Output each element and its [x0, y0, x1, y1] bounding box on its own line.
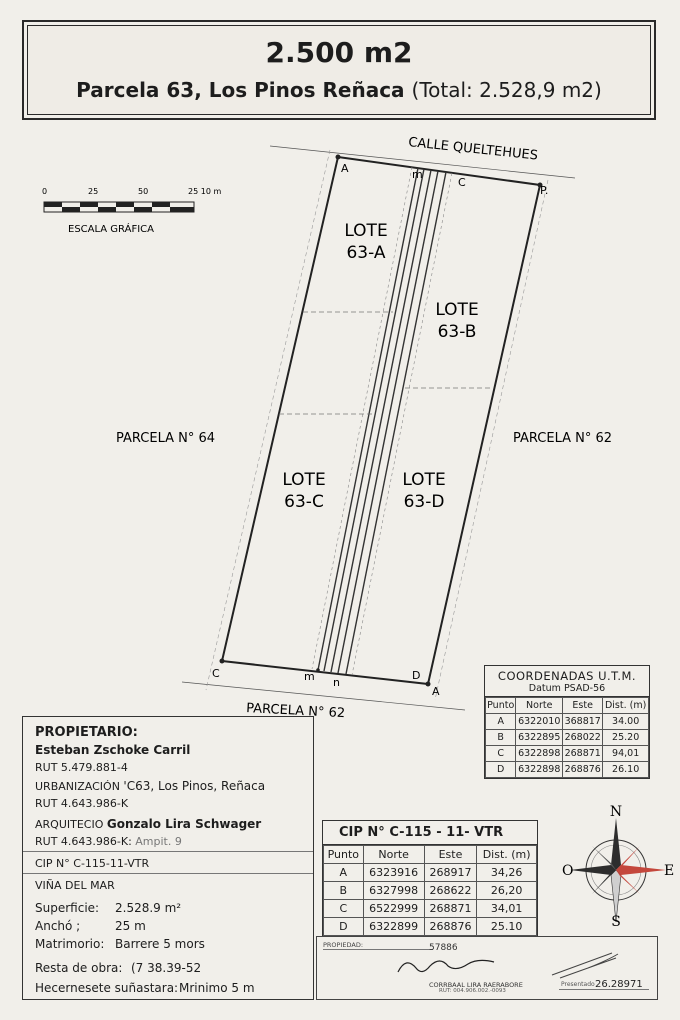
- point-label-a-bottom: A: [432, 685, 440, 698]
- urbanization-label: URBANIZACIÓN: [35, 780, 124, 793]
- signature-rut: RUT: 004.906.002.-0093: [439, 988, 506, 994]
- lot-label-line: 63-C: [284, 492, 324, 512]
- table-cell: 94,01: [603, 746, 649, 762]
- cip-coordinates-table: [322, 820, 538, 937]
- architect-label: ARQUITECIO: [35, 818, 107, 831]
- surface-label: Superficie:: [35, 901, 100, 915]
- cip-table-title: CIP N° C-115 - 11- VTR: [323, 821, 537, 845]
- column-header: Dist. (m): [603, 698, 649, 714]
- corner-marker: [336, 155, 341, 160]
- table-row: [324, 864, 537, 882]
- urbanization-value: 'C63, Los Pinos, Reñaca: [123, 779, 266, 793]
- cip-number: CIP N° C-115-11-VTR: [35, 857, 150, 870]
- lot-63c-label: [282, 470, 325, 512]
- owner-name: Esteban Zschoke Carril: [35, 743, 191, 757]
- hecer-label: Hecernesete suñastara:: [35, 981, 179, 995]
- resta-label: Resta de obra:: [35, 961, 123, 975]
- scale-tick-25: 25: [88, 187, 99, 196]
- table-cell: 6323916: [363, 864, 424, 882]
- architect-ampit: Ampit. 9: [135, 835, 182, 848]
- parcel-name: Parcela 63, Los Pinos Reñaca: [76, 78, 405, 102]
- architect-line: [35, 817, 261, 831]
- table-cell: 6322898: [516, 746, 563, 762]
- scale-segment: [152, 202, 170, 207]
- table-cell: D: [486, 762, 516, 778]
- table-cell: 34,01: [477, 900, 537, 918]
- point-label-d-bottom: D: [412, 669, 421, 682]
- owner-rut: RUT 5.479.881-4: [35, 761, 128, 774]
- architect-rut-line: [35, 835, 182, 848]
- table-cell: 34.00: [603, 714, 649, 730]
- lot-63d-label: [402, 470, 445, 512]
- matrimorio-value: Barrere 5 mors: [115, 937, 205, 951]
- scale-segment: [44, 202, 62, 207]
- table-cell: 268876: [563, 762, 603, 778]
- signature-rule: [323, 949, 433, 950]
- table-cell: 34,26: [477, 864, 537, 882]
- divider: [23, 873, 313, 874]
- table-row: [324, 900, 537, 918]
- table-cell: 26.10: [603, 762, 649, 778]
- table-cell: 25.10: [477, 918, 537, 936]
- lot-label-line: 63-D: [403, 492, 445, 512]
- point-label-p: P.: [540, 184, 549, 197]
- point-label-m-top: m: [412, 168, 423, 181]
- table-header-row: [324, 846, 537, 864]
- signature-heading: PROPIEDAD:: [323, 941, 364, 949]
- lot-label-line: LOTE: [402, 470, 446, 490]
- compass-e: E: [664, 863, 675, 879]
- scale-segment: [62, 207, 80, 212]
- column-header: Punto: [486, 698, 516, 714]
- scale-segment: [170, 207, 194, 212]
- table-cell: 268876: [424, 918, 477, 936]
- table-cell: 6322895: [516, 730, 563, 746]
- hecer-value: Mrinimo 5 m: [179, 981, 255, 995]
- width-value: 25 m: [115, 919, 146, 933]
- table-row: [486, 746, 649, 762]
- signature-rule: [559, 989, 649, 990]
- scale-segment: [116, 202, 134, 207]
- urbanization-line: [35, 779, 265, 793]
- resta-value: (7 38.39-52: [131, 961, 202, 975]
- compass-s: S: [611, 914, 621, 930]
- point-label-c-top: C: [458, 176, 466, 189]
- total-area: (Total: 2.528,9 m2): [411, 78, 602, 102]
- column-header: Dist. (m): [477, 846, 537, 864]
- table-header-row: [486, 698, 649, 714]
- table-row: [486, 762, 649, 778]
- neighbor-right: PARCELA N° 62: [513, 431, 613, 446]
- matrimorio-label: Matrimorio:: [35, 937, 105, 951]
- scale-segment: [134, 207, 152, 212]
- surface-value: 2.528.9 m²: [115, 901, 182, 915]
- compass-rose: [562, 800, 680, 930]
- architect-name: Gonzalo Lira Schwager: [106, 817, 262, 831]
- table-cell: A: [324, 864, 364, 882]
- table-row: [324, 918, 537, 936]
- lot-label-line: LOTE: [282, 470, 326, 490]
- street-name: CALLE QUELTEHUES: [407, 135, 539, 164]
- table-row: [324, 882, 537, 900]
- table-cell: 6322899: [363, 918, 424, 936]
- corner-marker: [220, 659, 225, 664]
- signature-date: 26.28971: [595, 979, 643, 990]
- point-label-n-bottom: n: [333, 676, 340, 689]
- table-cell: 6322898: [516, 762, 563, 778]
- table-cell: 26,20: [477, 882, 537, 900]
- compass-north-point: [611, 818, 621, 870]
- table-cell: B: [486, 730, 516, 746]
- utm-coordinates-table: [484, 665, 650, 779]
- compass-n: N: [609, 804, 623, 820]
- table-cell: 368817: [563, 714, 603, 730]
- scale-label: ESCALA GRÁFICA: [68, 224, 154, 235]
- compass-w: O: [562, 863, 574, 879]
- point-label-a-top: A: [341, 162, 349, 175]
- architect-rut: RUT 4.643.986-K:: [35, 835, 136, 848]
- signature-box: [316, 936, 658, 1000]
- corner-marker: [316, 668, 320, 672]
- table-cell: C: [486, 746, 516, 762]
- city: VIÑA DEL MAR: [35, 879, 115, 892]
- scale-tick-0: 0: [42, 187, 48, 196]
- column-header: Este: [424, 846, 477, 864]
- table-cell: A: [486, 714, 516, 730]
- signature-date-label: Presentado: [561, 981, 595, 988]
- table-cell: 6322010: [516, 714, 563, 730]
- lot-label-line: 63-B: [437, 322, 477, 342]
- scale-bar: [42, 187, 221, 235]
- utm-table-datum: Datum PSAD-56: [528, 683, 606, 694]
- column-header: Punto: [324, 846, 364, 864]
- owner-info-box: [22, 716, 314, 1000]
- signature-name: CORRBAAL LIRA RAERABORE: [429, 981, 523, 989]
- lot-label-line: LOTE: [435, 300, 479, 320]
- scale-tick-end: 25 10 m: [188, 187, 222, 196]
- point-label-c-bottom: C: [212, 667, 220, 680]
- column-header: Este: [563, 698, 603, 714]
- area-title: 2.500 m2: [265, 36, 413, 69]
- lot-label-line: 63-A: [346, 243, 386, 263]
- scale-tick-50: 50: [138, 187, 149, 196]
- lot-63b-label: [435, 300, 478, 342]
- table-cell: 268917: [424, 864, 477, 882]
- width-label: Anchó ;: [35, 919, 81, 933]
- lot-label-line: LOTE: [344, 221, 388, 241]
- table-cell: 6327998: [363, 882, 424, 900]
- neighbor-bottom: PARCELA N° 62: [245, 701, 346, 722]
- table-cell: B: [324, 882, 364, 900]
- divider: [23, 851, 313, 852]
- table-row: [486, 730, 649, 746]
- table-row: [486, 714, 649, 730]
- table-cell: 268622: [424, 882, 477, 900]
- scale-segment: [98, 207, 116, 212]
- table-cell: C: [324, 900, 364, 918]
- signature-code: 57886: [429, 943, 458, 953]
- lot-63a-label: [344, 221, 387, 263]
- table-cell: 268871: [563, 746, 603, 762]
- utm-table-grid: [485, 697, 649, 778]
- boundary-guide: [206, 150, 330, 690]
- table-cell: D: [324, 918, 364, 936]
- table-cell: 268871: [424, 900, 477, 918]
- cip-table-grid: [323, 845, 537, 936]
- utm-table-header: [485, 666, 649, 697]
- table-cell: 25.20: [603, 730, 649, 746]
- table-cell: 6522999: [363, 900, 424, 918]
- point-label-m-bottom: m: [304, 670, 315, 683]
- scale-segment: [80, 202, 98, 207]
- table-cell: 268022: [563, 730, 603, 746]
- owner-heading: PROPIETARIO:: [35, 725, 138, 740]
- urbanization-rut: RUT 4.643.986-K: [35, 797, 129, 810]
- compass-west-point: [570, 865, 616, 875]
- column-header: Norte: [516, 698, 563, 714]
- neighbor-left: PARCELA N° 64: [116, 431, 216, 446]
- column-header: Norte: [363, 846, 424, 864]
- corner-marker: [426, 682, 431, 687]
- utm-table-title: COORDENADAS U.T.M.: [497, 669, 637, 683]
